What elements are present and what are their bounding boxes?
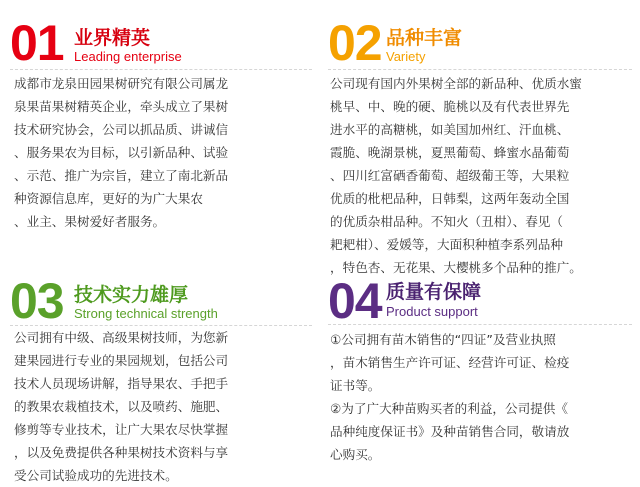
body-line: 泉果苗果树精英企业，牵头成立了果树 xyxy=(14,99,229,114)
body-line: 心购买。 xyxy=(330,447,381,462)
section-subtitle: Strong technical strength xyxy=(74,306,218,321)
body-line: 、四川红富硒香葡萄、超级葡王等，大果粒 xyxy=(330,168,570,183)
body-line: 、服务果农为目标，以引新品种、试验 xyxy=(14,145,229,160)
body-line: 公司拥有中级、高级果树技师，为您新 xyxy=(14,330,229,345)
section-subtitle: Leading enterprise xyxy=(74,49,182,64)
body-line: 证书等。 xyxy=(330,378,381,393)
body-line: ，苗木销售生产许可证、经营许可证、检疫 xyxy=(330,355,570,370)
body-line: 建果园进行专业的果园规划，包括公司 xyxy=(14,353,229,368)
body-line: 桃早、中、晚的硬、脆桃以及有代表世界先 xyxy=(330,99,570,114)
section-leading-enterprise xyxy=(0,0,320,240)
section-body xyxy=(14,326,228,487)
section-number: 03 xyxy=(10,273,64,329)
body-line: 品种纯度保证书》及种苗销售合同，敬请放 xyxy=(330,424,570,439)
body-line: 优质的枇杷品种，日韩梨，这两年轰动全国 xyxy=(330,191,570,206)
section-variety xyxy=(320,0,640,275)
body-line: 的优质杂柑品种。不知火（丑柑）、春见（ xyxy=(330,214,563,229)
section-title: 品种丰富 xyxy=(386,27,463,49)
section-technical-strength xyxy=(0,270,320,483)
section-title: 技术实力雄厚 xyxy=(74,284,189,306)
section-subtitle: Variety xyxy=(386,49,426,64)
section-divider xyxy=(10,69,312,70)
body-line: 修剪等专业技术，让广大果农尽快掌握 xyxy=(14,422,229,437)
body-line: 耙耙柑）、爱媛等，大面积种植李系列品种 xyxy=(330,237,563,252)
section-number: 01 xyxy=(10,15,64,71)
section-subtitle: Product support xyxy=(386,304,478,319)
body-line: 受公司试验成功的先进技术。 xyxy=(14,468,178,483)
section-body xyxy=(14,72,228,233)
section-number: 02 xyxy=(328,15,382,71)
body-line: 、示范、推广为宗旨，建立了南北新品 xyxy=(14,168,229,183)
body-line: 霞脆、晚湖景桃，夏黑葡萄、蜂蜜水晶葡萄 xyxy=(330,145,570,160)
body-line: ②为了广大种苗购买者的利益，公司提供《 xyxy=(330,401,568,416)
body-line: 成都市龙泉田园果树研究有限公司属龙 xyxy=(14,76,229,91)
section-title: 质量有保障 xyxy=(386,281,482,303)
body-line: 、业主、果树爱好者服务。 xyxy=(14,214,166,229)
body-line: ①公司拥有苗木销售的“四证”及营业执照 xyxy=(330,332,556,347)
section-body xyxy=(330,328,569,466)
section-title: 业界精英 xyxy=(74,27,151,49)
body-line: 种资源信息库，更好的为广大果农 xyxy=(14,191,203,206)
section-divider xyxy=(328,69,632,70)
body-line: 技术研究协会，公司以抓品质、讲诚信 xyxy=(14,122,229,137)
section-product-support xyxy=(320,270,640,480)
section-body xyxy=(330,72,582,279)
body-line: 进水平的高糖桃，如美国加州红、汗血桃、 xyxy=(330,122,570,137)
section-divider xyxy=(328,324,632,325)
body-line: ，以及免费提供各种果树技术资料与享 xyxy=(14,445,229,460)
body-line: 技术人员现场讲解，指导果农、手把手 xyxy=(14,376,229,391)
body-line: ，特色杏、无花果、大樱桃多个品种的推广。 xyxy=(330,260,582,275)
body-line: 公司现有国内外果树全部的新品种、优质水蜜 xyxy=(330,76,582,91)
section-number: 04 xyxy=(328,273,382,329)
body-line: 的教果农栽植技术，以及喷药、施肥、 xyxy=(14,399,229,414)
